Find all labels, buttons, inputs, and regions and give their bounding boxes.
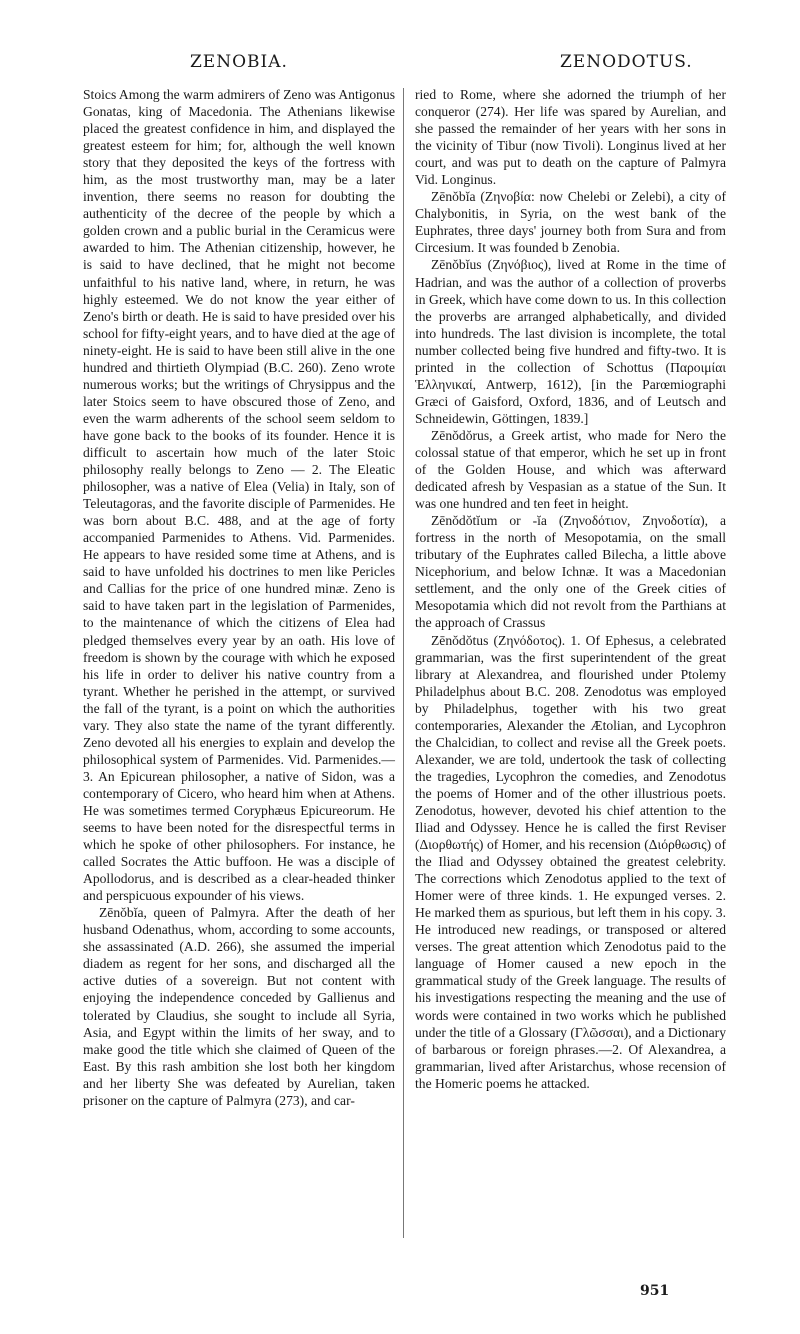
entry-zenodotus: Zēnŏdŏtus (Ζηνόδοτος). 1. Of Ephesus, a celebrated grammarian, was the first superintendent of the great library at Alexandrea, and flourished under Ptolemy Philadelphus about B.C. 208. Zenodotus was employed by Philadelphus, together with his two great contemporaries, Alexander the Ætolian, and Lycophron the Chalcidian, to collect and revise all the Greek poets. Alexander, we are told, undertook the task of collecting the tragedies, Lycophron the comedies, and Zenodotus the poems of Homer and of the other illustrious poets. Zenodotus, however, devoted his chief attention to the Iliad and Odyssey. Hence he is called the first Reviser (Διορθωτής) of Homer, and his recension (Διόρθωσις) of the Iliad and Odyssey obtained the greatest celebrity. The corrections which Zenodotus applied to the text of Homer were of three kinds. 1. He expunged verses. 2. He marked them as spurious, but left them in his copy. 3. He introduced new readings, or transposed or altered verses. The great attention which Zenodotus paid to the language of Homer caused a new epoch in the grammatical study of the Greek language. The results of his investigations respecting the meaning and the use of words were contained in two works which he published under the title of a Glossary (Γλῶσσαι), and a Dictionary of barbarous or foreign phrases.—2. Of Alexandrea, a grammarian, lived after Aristarchus, whose recension of the Homeric poems he attacked. xyxy=(415,632,726,1091)
entry-zenobia-queen: Zēnŏbĭa, queen of Palmyra. After the death of her husband Odenathus, whom, according to some accounts, she assassinated (A.D. 266), she assumed the imperial diadem as regent for her sons, and discharged all the active duties of a sovereign. But not content with enjoying the independence conceded by Gallienus and tolerated by Claudius, she sought to include all Syria, Asia, and Egypt within the limits of her sway, and to make good the title which she claimed of Queen of the East. By this rash ambition she lost both her kingdom and her liberty She was defeated by Aurelian, taken prisoner on the capture of Palmyra (273), and car- xyxy=(83,905,395,1108)
page-number: 951 xyxy=(640,1283,670,1299)
left-column xyxy=(83,86,395,1109)
entry-zenodorus: Zēnŏdŏrus, a Greek artist, who made for Nero the colossal statue of that emperor, which he set up in front of the Golden House, and which was afterward dedicated afresh by Vespasian as a statue of the Sun. It was one hundred and ten feet in height. xyxy=(415,427,726,512)
entry-zeno-continued: Stoics Among the warm admirers of Zeno was Antigonus Gonatas, king of Macedonia. The Athenians likewise placed the greatest confidence in him, and displayed the greatest esteem for him; for, although the well known story that they deposited the keys of the fortress with him, as the most trustworthy man, may be a later invention, there seems no reason for doubting the authenticity of the decree of the people by which a golden crown and a public burial in the Ceramicus were awarded to him. The Athenian citizenship, however, he is said to have declined, that he might not become unfaithful to his native land, where, in return, he was highly esteemed. We do not know the year either of Zeno's birth or death. He is said to have presided over his school for fifty-eight years, and to have died at the age of ninety-eight. He is said to have been still alive in the one hundred and thirtieth Olympiad (B.C. 260). Zeno wrote numerous works; but the writings of Chrysippus and the later Stoics seem to have obscured those of Zeno, and even the warm adherents of the school seem seldom to have gone back to the books of its founder. Hence it is difficult to ascertain how much of the later Stoic philosophy really belongs to Zeno — 2. The Eleatic philosopher, was a native of Elea (Velia) in Italy, son of Teleutagoras, and the favorite disciple of Parmenides. He was born about B.C. 488, and at the age of forty accompanied Parmenides to Athens. Vid. Parmenides. He appears to have resided some time at Athens, and is said to have unfolded his doctrines to men like Pericles and Callias for the price of one hundred minæ. Zeno is said to have taken part in the legislation of Parmenides, to the maintenance of which the citizens of Elea had pledged themselves every year by an oath. His love of freedom is shown by the courage with which he exposed his life in order to deliver his native country from a tyrant. Whether he perished in the attempt, or survived the fall of the tyrant, is a point on which the authorities vary. They also state the name of the tyrant differently. Zeno devoted all his energies to explain and develop the philosophical system of Parmenides. Vid. Parmenides.—3. An Epicurean philosopher, a native of Sidon, was a contemporary of Cicero, who heard him when at Athens. He was sometimes termed Coryphæus Epicureorum. He seems to have been noted for the disrespectful terms in which he spoke of other philosophers. For instance, he called Socrates the Attic buffoon. He was a disciple of Apollodorus, and is described as a clear-headed thinker and perspicuous expounder of his views. xyxy=(83,87,396,904)
running-head-left: ZENOBIA. xyxy=(190,52,288,72)
entry-zenobia-queen-continued: ried to Rome, where she adorned the triumph of her conqueror (274). Her life was spared by Aurelian, and she passed the remainder of her years with her sons in the vicinity of Tibur (now Tivoli). Longinus lived at her court, and was put to death on the capture of Palmyra Vid. Longinus. xyxy=(415,87,726,188)
entry-zenodotium: Zēnŏdŏtĭum or -ĭa (Ζηνοδότιον, Ζηνοδοτία), a fortress in the north of Mesopotamia, on the small tributary of the Euphrates called Bilecha, a little above Nicephorium, and below Ichnæ. It was a Macedonian settlement, and the only one of the Greek cities of Mesopotamia which did not revolt from the Parthians at the approach of Crassus xyxy=(415,513,726,631)
entry-zenobius: Zēnŏbĭus (Ζηνόβιος), lived at Rome in the time of Hadrian, and was the author of a collection of proverbs in Greek, which have come down to us. In this collection the proverbs are arranged alphabetically, and divided into hundreds. The last division is incomplete, the total number collected being five hundred and fifty-two. It is printed in the collection of Schottus (Παροιμίαι Ἑλληνικαί, Antwerp, 1612), [in the Parœmiographi Græci of Gaisford, Oxford, 1836, and of Leutsch and Schneidewin, Göttingen, 1839.] xyxy=(415,257,726,426)
running-head-right: ZENODOTUS. xyxy=(560,52,693,72)
right-column xyxy=(415,86,726,1092)
entry-zenobia-city: Zēnŏbĭa (Ζηνοβία: now Chelebi or Zelebi), a city of Chalybonitis, in Syria, on the west bank of the Euphrates, three days' journey both from Sura and from Circesium. It was founded b Zenobia. xyxy=(415,189,726,256)
column-divider xyxy=(403,88,404,1238)
